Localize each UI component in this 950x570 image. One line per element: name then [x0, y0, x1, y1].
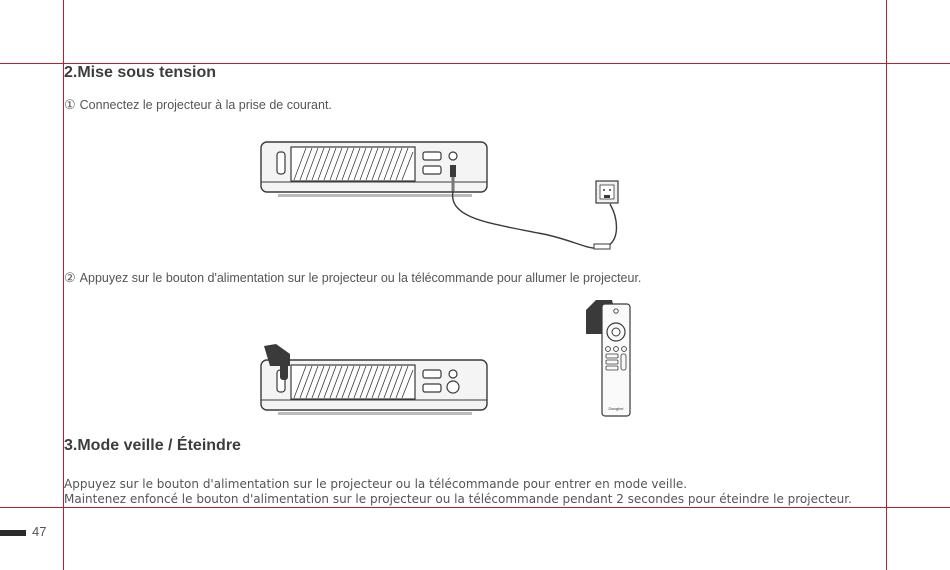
projector-illustration — [258, 138, 638, 258]
step-2 — [64, 270, 641, 286]
remote-brand: Dangbei — [608, 406, 624, 411]
guide-line-right — [886, 0, 887, 570]
standby-line-1: Appuyez sur le bouton d'alimentation sur le projecteur ou la télécommande pour entrer en mode veille. — [64, 477, 688, 491]
standby-line-2: Maintenez enfoncé le bouton d'alimentation sur le projecteur ou la télécommande pendant 2 secondes pour éteindre le projecteur. — [64, 492, 852, 506]
step-2-text: Appuyez sur le bouton d'alimentation sur le projecteur ou la télécommande pour allumer le projecteur. — [79, 271, 642, 285]
wall-outlet-icon — [596, 181, 618, 203]
projector-power-illustration — [258, 342, 498, 422]
step-2-number: ② — [64, 270, 76, 285]
step-1 — [64, 97, 332, 113]
remote-control-illustration — [584, 298, 644, 422]
section-title-power: 2.Mise sous tension — [64, 64, 217, 81]
step-1-text: Connectez le projecteur à la prise de courant. — [79, 98, 332, 112]
step-1-number: ① — [64, 97, 76, 112]
page-number-bar — [0, 530, 26, 536]
guide-line-bottom — [0, 507, 950, 508]
page-number: 47 — [32, 524, 47, 539]
section-title-standby: 3.Mode veille / Éteindre — [64, 437, 241, 454]
